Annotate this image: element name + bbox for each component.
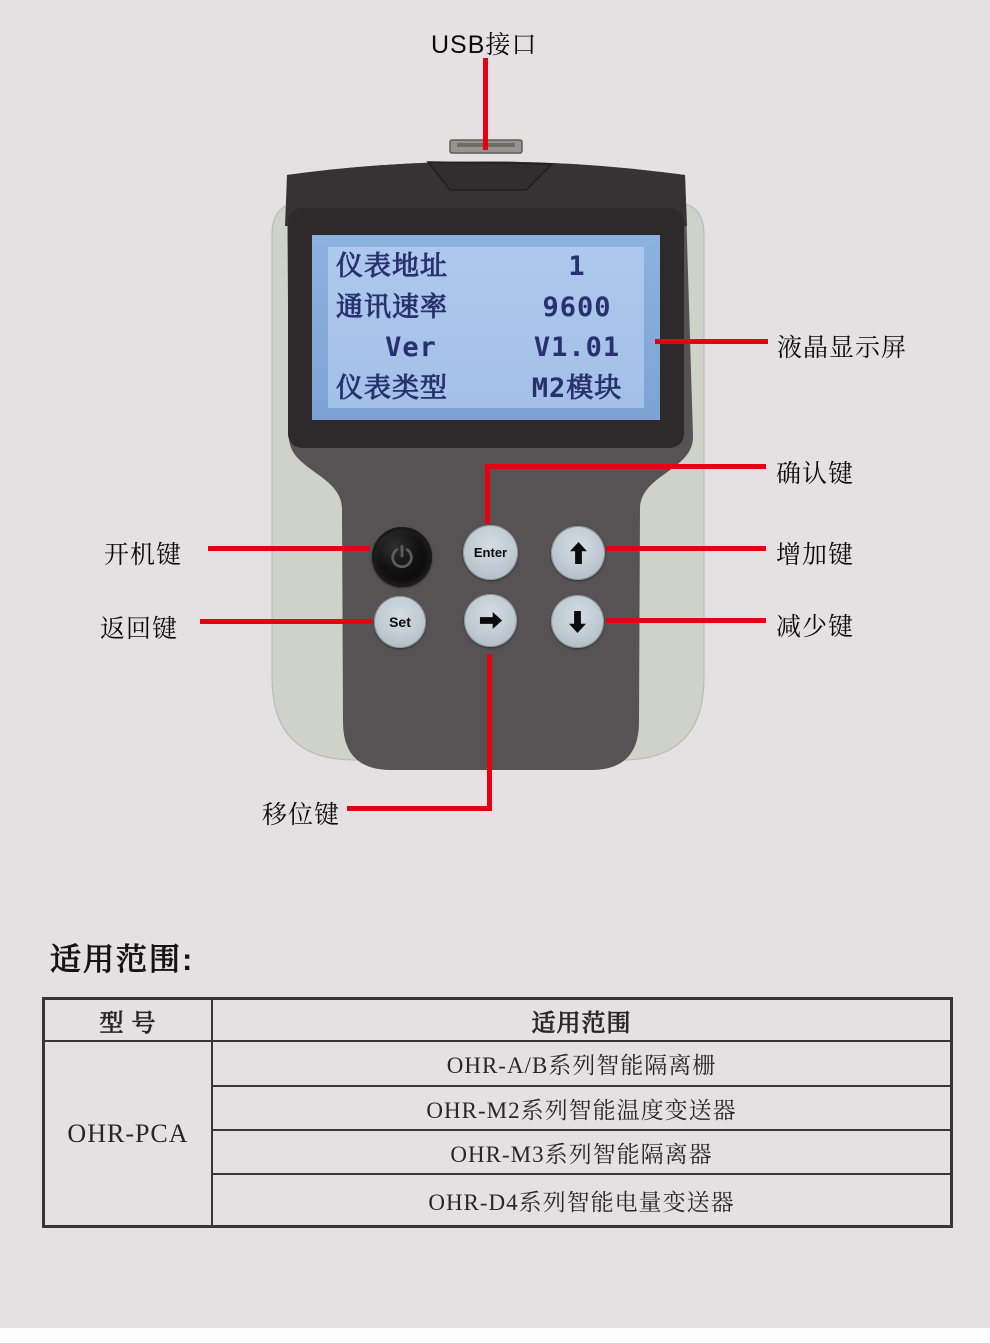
lcd-row <box>336 372 636 404</box>
lcd-field-value: 1 <box>568 251 586 282</box>
callout-label-usb: USB接口 <box>431 31 538 59</box>
scope-row: OHR-M3系列智能隔离器 <box>213 1131 950 1175</box>
arrow-up-icon <box>570 541 587 565</box>
scope-row: OHR-D4系列智能电量变送器 <box>428 1189 735 1215</box>
callout-line-usb <box>483 58 488 150</box>
lcd-field-label: Ver <box>385 332 437 364</box>
scope-row: OHR-A/B系列智能隔离栅 <box>213 1042 950 1087</box>
scope-row: OHR-M2系列智能温度变送器 <box>213 1087 950 1131</box>
callout-label-back: 返回键 <box>100 615 179 643</box>
callout-line-decrease <box>606 618 766 623</box>
lcd-field-label: 仪表类型 <box>336 372 448 404</box>
callout-label-increase: 增加键 <box>776 541 855 569</box>
lcd-field-value: 9600 <box>542 291 612 323</box>
lcd-row <box>336 291 636 323</box>
section-heading: 适用范围: <box>50 942 195 977</box>
lcd-field-value: V1.01 <box>533 332 621 364</box>
model-cell: OHR-PCA <box>45 1042 213 1225</box>
lcd-field-value: M2模块 <box>531 372 623 404</box>
callout-line-increase <box>606 546 766 551</box>
callout-line-confirm-v <box>485 464 490 524</box>
shift-button <box>464 594 517 647</box>
power-button <box>372 527 432 587</box>
arrow-down-icon <box>569 610 586 634</box>
callout-line-power <box>208 546 370 551</box>
lcd-field-label: 仪表地址 <box>336 251 448 282</box>
lcd-field-label: 通讯速率 <box>336 291 448 323</box>
up-button <box>551 526 605 580</box>
callout-label-shift: 移位键 <box>262 801 341 829</box>
callout-line-back <box>200 619 372 624</box>
callout-label-confirm: 确认键 <box>776 460 855 488</box>
callout-line-confirm-h <box>485 464 766 469</box>
table-header-model: 型 号 <box>45 1000 213 1042</box>
callout-label-power: 开机键 <box>104 541 183 569</box>
lcd-row <box>336 332 636 364</box>
enter-button-label: Enter <box>473 545 508 560</box>
lcd-screen <box>312 235 660 420</box>
callout-line-shift-v <box>487 654 492 811</box>
lcd-display <box>328 247 644 408</box>
set-button <box>374 596 426 648</box>
lcd-row <box>336 253 636 280</box>
arrow-right-icon <box>479 612 503 629</box>
callout-label-decrease: 减少键 <box>776 613 855 641</box>
applicability-table <box>42 997 953 1228</box>
bottom-strip <box>0 1328 990 1343</box>
enter-button <box>463 525 518 580</box>
callout-line-shift-h <box>347 806 492 811</box>
down-button <box>551 595 604 648</box>
callout-line-lcd <box>655 339 768 344</box>
power-icon <box>389 544 415 570</box>
callout-label-lcd: 液晶显示屏 <box>777 334 908 362</box>
table-header-scope: 适用范围 <box>213 1000 950 1042</box>
set-button-label: Set <box>389 614 411 630</box>
